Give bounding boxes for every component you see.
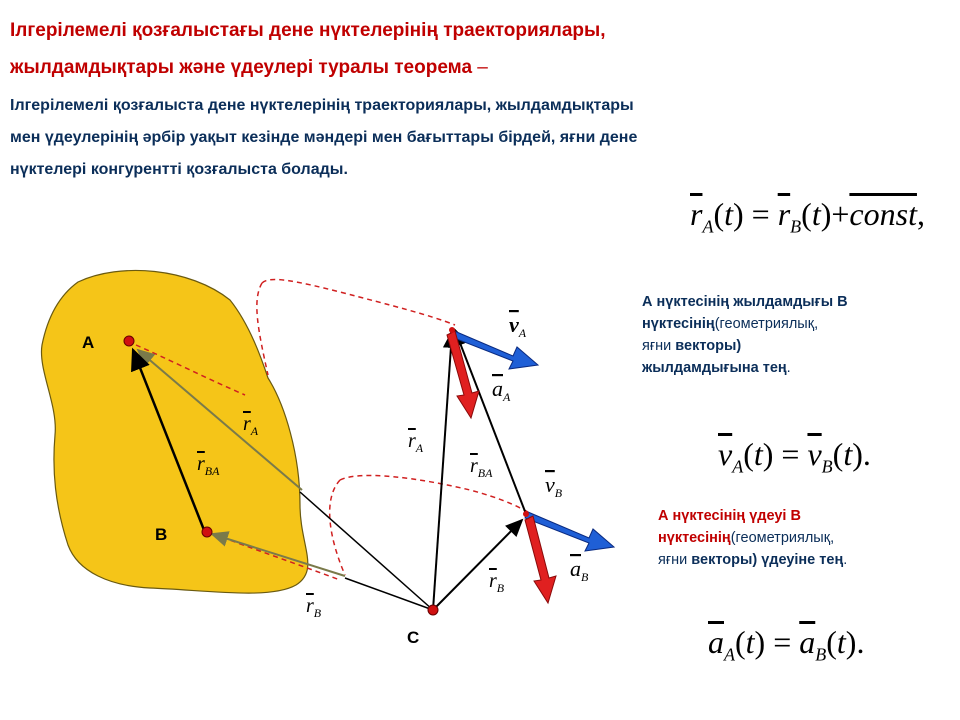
formula3-aa-sub: A bbox=[724, 644, 735, 665]
trajectory-b bbox=[340, 475, 528, 512]
label-point-b: B bbox=[155, 525, 168, 544]
formula2-end: . bbox=[862, 436, 871, 472]
label-ra-right: $r_A$ bbox=[408, 430, 424, 455]
note-velocity-p1: А нүктесінің жылдамдығы В bbox=[642, 294, 848, 310]
note-accel-p4: яғни bbox=[658, 552, 692, 568]
label-point-c: C bbox=[407, 628, 420, 647]
formula3-eq: = bbox=[773, 624, 792, 660]
note-velocity-p6: жылдамдығына тең bbox=[642, 360, 787, 376]
description-line-1: Ілгерілемелі қозғалыста дене нүктелерінің траекториялары, жылдамдықтары bbox=[10, 97, 634, 114]
formula1-eq: = bbox=[751, 196, 770, 232]
trajectory-a bbox=[262, 280, 455, 325]
note-velocity-p5: векторы) bbox=[675, 338, 742, 354]
acceleration-b-arrow bbox=[525, 516, 556, 603]
point-c bbox=[428, 605, 438, 615]
label-rb-right: $r_B$ bbox=[489, 570, 505, 595]
formula3-t2: t bbox=[836, 624, 846, 660]
formula1-plus: + bbox=[831, 196, 850, 232]
note-accel-p3: (геометриялық, bbox=[730, 530, 835, 546]
point-b bbox=[202, 527, 212, 537]
formula-acceleration: $\overline{a}_A(t) = \overline{a}_B(t)$. bbox=[708, 624, 865, 665]
formula1-ra-sub: A bbox=[702, 216, 714, 237]
trajectory-b-left bbox=[330, 480, 345, 575]
note-accel-p1: А нүктесінің үдеуі В bbox=[658, 508, 801, 524]
formula1-comma: , bbox=[916, 196, 925, 232]
formula1-t2: t bbox=[811, 196, 821, 232]
point-a-moved bbox=[449, 327, 455, 333]
heading-line-2-text: жылдамдықтары және үдеулері туралы теорема bbox=[10, 57, 473, 78]
formula1-rb: $\overline{r}$ bbox=[777, 196, 791, 232]
formula2-t2: t bbox=[843, 436, 853, 472]
label-ab: $a_B$ bbox=[570, 556, 589, 584]
formula2-va-sub: A bbox=[732, 456, 744, 477]
description-line-2: мен үдеулерінің әрбір уақыт кезінде мәндері мен бағыттары бірдей, яғни дене bbox=[10, 129, 638, 146]
formula2-vb: $\overline{v}$ bbox=[807, 436, 822, 472]
heading-dash: – bbox=[477, 57, 488, 78]
formula1-rb-sub: B bbox=[790, 216, 802, 237]
formula1-t1: t bbox=[724, 196, 733, 232]
label-aa: $a_A$ bbox=[492, 376, 511, 404]
label-rba-body: $r_{BA}$ bbox=[197, 453, 220, 478]
label-rba-right: $r_{BA}$ bbox=[470, 455, 493, 480]
line-c-to-body-a bbox=[300, 492, 433, 610]
label-rb-bottom: $r_B$ bbox=[306, 595, 322, 620]
note-accel-p2: нүктесінің bbox=[658, 530, 731, 546]
note-accel-p6: . bbox=[843, 552, 848, 568]
note-accel-p5: векторы) үдеуіне тең bbox=[691, 552, 844, 568]
point-b-moved bbox=[523, 511, 529, 517]
formula2-t1: t bbox=[753, 436, 763, 472]
formula3-ab: $\overline{a}$ bbox=[799, 624, 816, 660]
note-velocity-p3: (геометриялық, bbox=[714, 316, 819, 332]
formula2-va: $\overline{v}$ bbox=[718, 436, 733, 472]
label-va: $v_A$ bbox=[509, 312, 527, 340]
heading-line-1: Ілгерілемелі қозғалыстағы дене нүктелерінің траекториялары, bbox=[10, 20, 606, 41]
formula3-aa: $\overline{a}$ bbox=[708, 624, 724, 660]
note-velocity-p7: . bbox=[786, 360, 791, 376]
description-line-3: нүктелері конгурентті қозғалыста болады. bbox=[10, 161, 348, 178]
formula3-ab-sub: B bbox=[815, 644, 827, 665]
note-velocity-p4: яғни bbox=[642, 338, 676, 354]
formula3-end: . bbox=[856, 624, 865, 660]
line-c-to-body-b bbox=[345, 578, 433, 610]
rigid-body bbox=[41, 270, 307, 593]
point-a bbox=[124, 336, 134, 346]
formula1-ra: $\overline{r}$ bbox=[690, 196, 703, 232]
label-ra-body: $r_A$ bbox=[243, 413, 259, 438]
vector-ra-right bbox=[433, 332, 452, 610]
formula-velocity: $\overline{v}_A(t) = \overline{v}_B(t)$. bbox=[718, 436, 871, 477]
label-point-a: A bbox=[82, 333, 95, 352]
vector-rb-right bbox=[433, 520, 522, 610]
formula2-vb-sub: B bbox=[821, 456, 833, 477]
formula1-const: const bbox=[849, 196, 917, 232]
formula-position: $\overline{r}_A(t)$ = $\overline{r}_B(t)+const$, bbox=[690, 196, 925, 237]
formula3-t1: t bbox=[745, 624, 755, 660]
formula2-eq: = bbox=[781, 436, 800, 472]
note-velocity-p2: нүктесінің bbox=[642, 316, 715, 332]
label-vb: $v_B$ bbox=[545, 472, 563, 500]
